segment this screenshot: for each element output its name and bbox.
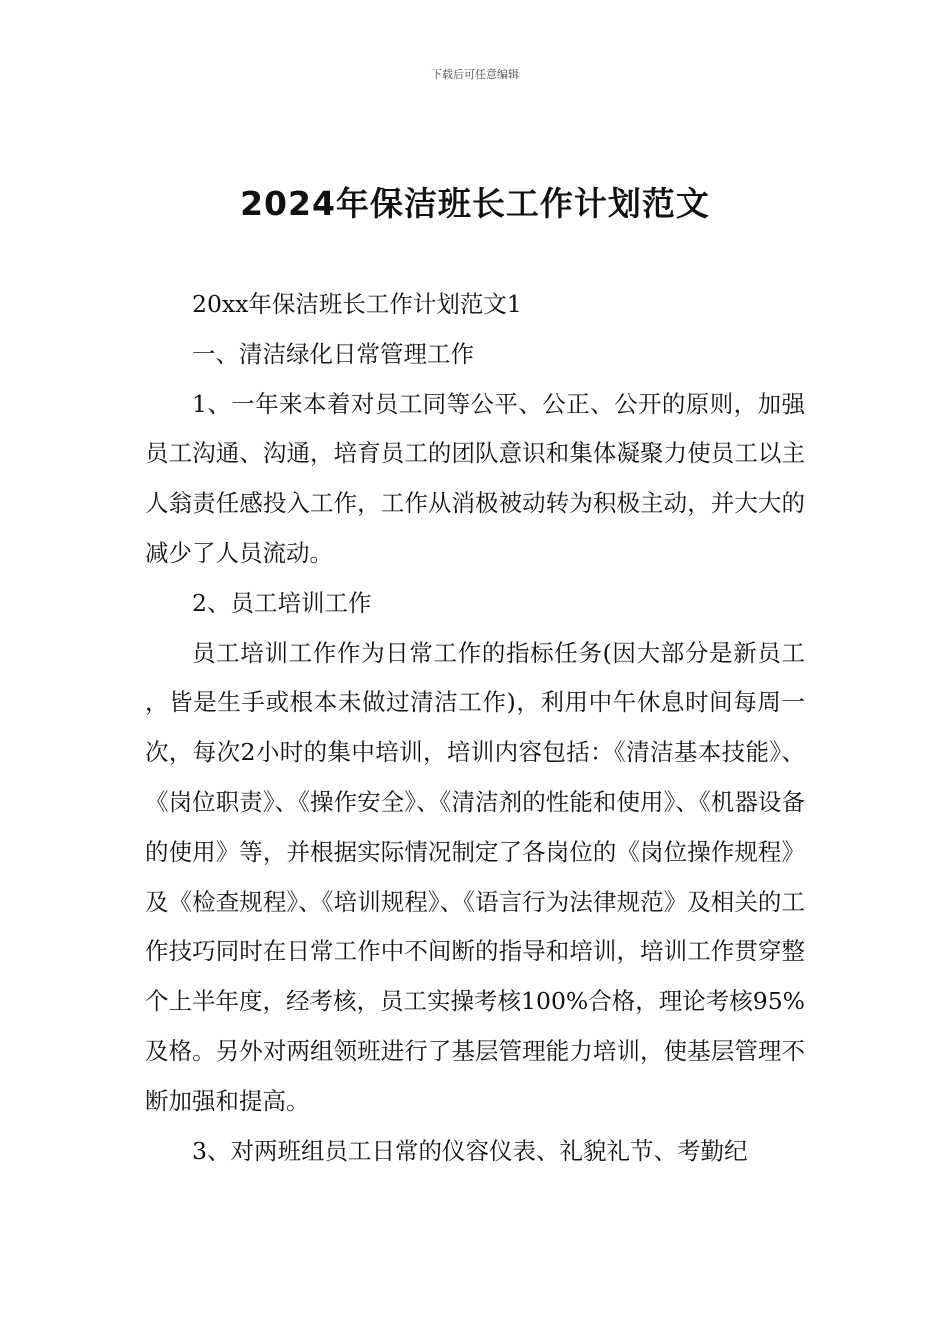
section-heading-plan-1: 20xx年保洁班长工作计划范文1 xyxy=(192,290,522,318)
document-body xyxy=(145,280,805,1176)
section-heading-daily-management: 一、清洁绿化日常管理工作 xyxy=(192,339,474,368)
page-header-note: 下载后可任意编辑 xyxy=(431,68,519,81)
paragraph-item-3: 3、对两班组员工日常的仪容仪表、礼貌礼节、考勤纪 xyxy=(192,1136,748,1165)
document-title: 2024年保洁班长工作计划范文 xyxy=(240,184,710,223)
paragraph-item-2-heading: 2、员工培训工作 xyxy=(192,588,372,617)
paragraph-item-1: 1、一年来本着对员工同等公平、公正、公开的原则，加强员工沟通、沟通，培育员工的团队意识和集体凝聚力使员工以主人翁责任感投入工作，工作从消极被动转为积极主动，并大大的减少了人员流动。 xyxy=(145,389,805,567)
paragraph-training: 员工培训工作作为日常工作的指标任务(因大部分是新员工，皆是生手或根本未做过清洁工作)，利用中午休息时间每周一次，每次2小时的集中培训，培训内容包括：《清洁基本技能》、《岗位职责》、《操作安全》、《清洁剂的性能和使用》、《机器设备的使用》等，并根据实际情况制定了各岗位的《岗位操作规程》及《检查规程》、《培训规程》、《语言行为法律规范》及相关的工作技巧同时在日常工作中不间断的指导和培训，培训工作贯穿整个上半年度，经考核，员工实操考核100%合格，理论考核95%及格。另外对两组领班进行了基层管理能力培训，使基层管理不断加强和提高。 xyxy=(145,638,805,1115)
